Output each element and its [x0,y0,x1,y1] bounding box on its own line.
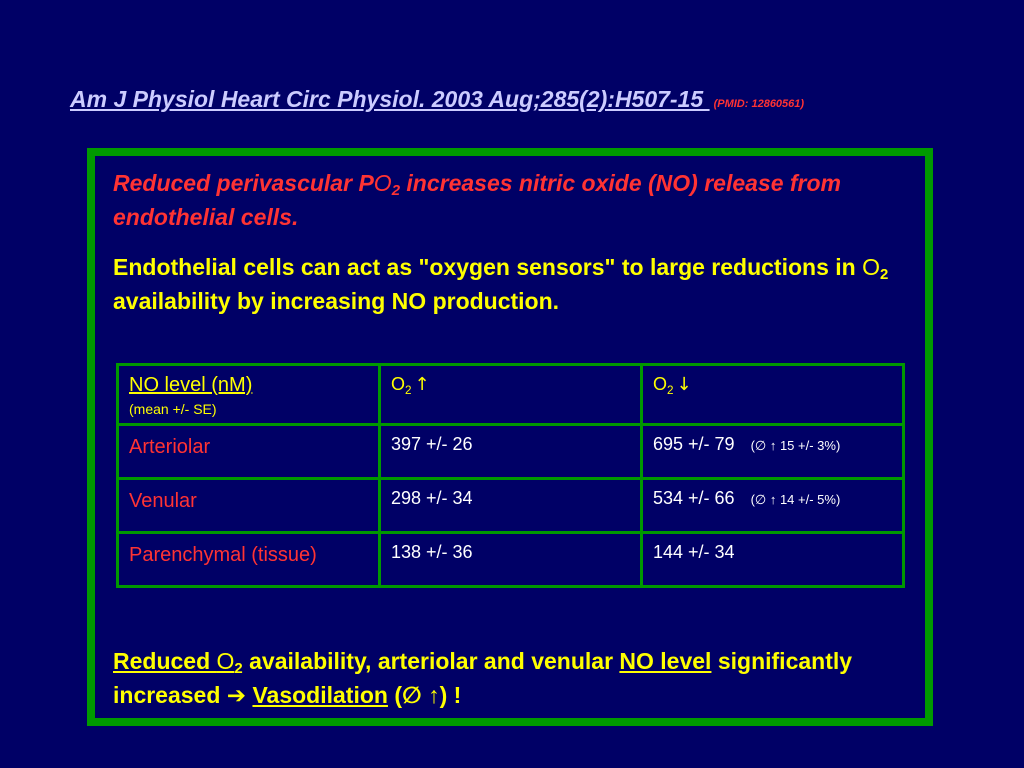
header-o2-up-cell [380,365,642,425]
value-cell [380,533,642,587]
finding-statement [113,166,903,234]
table-row [118,425,904,479]
value-cell [642,425,904,479]
row-label: Parenchymal (tissue) [118,533,380,587]
header-label-cell [118,365,380,425]
table-header-row [118,365,904,425]
conclusion-sub: 2 [234,660,243,677]
row-label: Arteriolar [118,425,380,479]
header-o2-down-sub: 2 [667,384,674,397]
value-down: 695 +/- 79 [653,434,735,454]
claim-sub: 2 [880,266,889,283]
claim-text-1: Endothelial cells can act as "oxygen sensors" to large reductions in [113,254,863,280]
value-up: 138 +/- 36 [391,542,473,562]
value-cell [642,533,904,587]
header-o2-up [391,374,430,397]
conclusion-statement [113,644,913,712]
claim-text-2: availability by increasing NO production. [113,288,560,314]
conclusion-no-level: NO level [619,648,712,674]
pmid-label: (PMID: 12860561) [713,98,805,110]
conclusion-reduced [113,648,243,677]
header-o2-down-chem: O [653,374,668,394]
table-row [118,479,904,533]
conclusion-text-1: availability, arteriolar and venular [242,648,620,674]
header-o2-down-cell [642,365,904,425]
right-arrow-icon: ➔ [226,682,247,708]
conclusion-text-3: (∅ ↑) ! [387,682,462,708]
percent-change: (∅ ↑ 15 +/- 3%) [750,438,841,453]
value-cell [380,425,642,479]
value-down: 144 +/- 34 [653,542,735,562]
no-level-table [116,363,905,588]
citation-link[interactable]: Am J Physiol Heart Circ Physiol. 2003 Aug;285(2):H507-15 [70,86,710,112]
statement-sub: 2 [391,182,400,199]
conclusion-text-2: significantly increased [113,648,853,708]
value-down: 534 +/- 66 [653,488,735,508]
table-row [118,533,904,587]
arrow-up-icon: ↑ [414,374,430,395]
statement-text-1: Reduced perivascular P [113,170,374,196]
value-cell [642,479,904,533]
sensor-claim [113,250,913,318]
claim-chem: O [862,254,880,280]
header-sublabel: (mean +/- SE) [129,401,217,417]
percent-change: (∅ ↑ 14 +/- 5%) [750,492,841,507]
value-up: 298 +/- 34 [391,488,473,508]
value-up: 397 +/- 26 [391,434,473,454]
conclusion-vasodilation: Vasodilation [252,682,388,708]
conclusion-chem: O [216,648,235,674]
header-o2-up-chem: O [391,374,406,394]
statement-chem: O [373,170,392,196]
statement-text-2: increases nitric oxide (NO) release from endothelial cells. [113,170,842,230]
arrow-down-icon: ↓ [676,374,692,395]
value-cell [380,479,642,533]
content-frame [87,148,933,726]
header-label: NO level (nM) [129,374,253,396]
conclusion-reduced-text: Reduced [113,648,217,674]
row-label: Venular [118,479,380,533]
citation [70,86,1010,113]
header-o2-down [653,374,692,397]
header-o2-up-sub: 2 [405,384,412,397]
